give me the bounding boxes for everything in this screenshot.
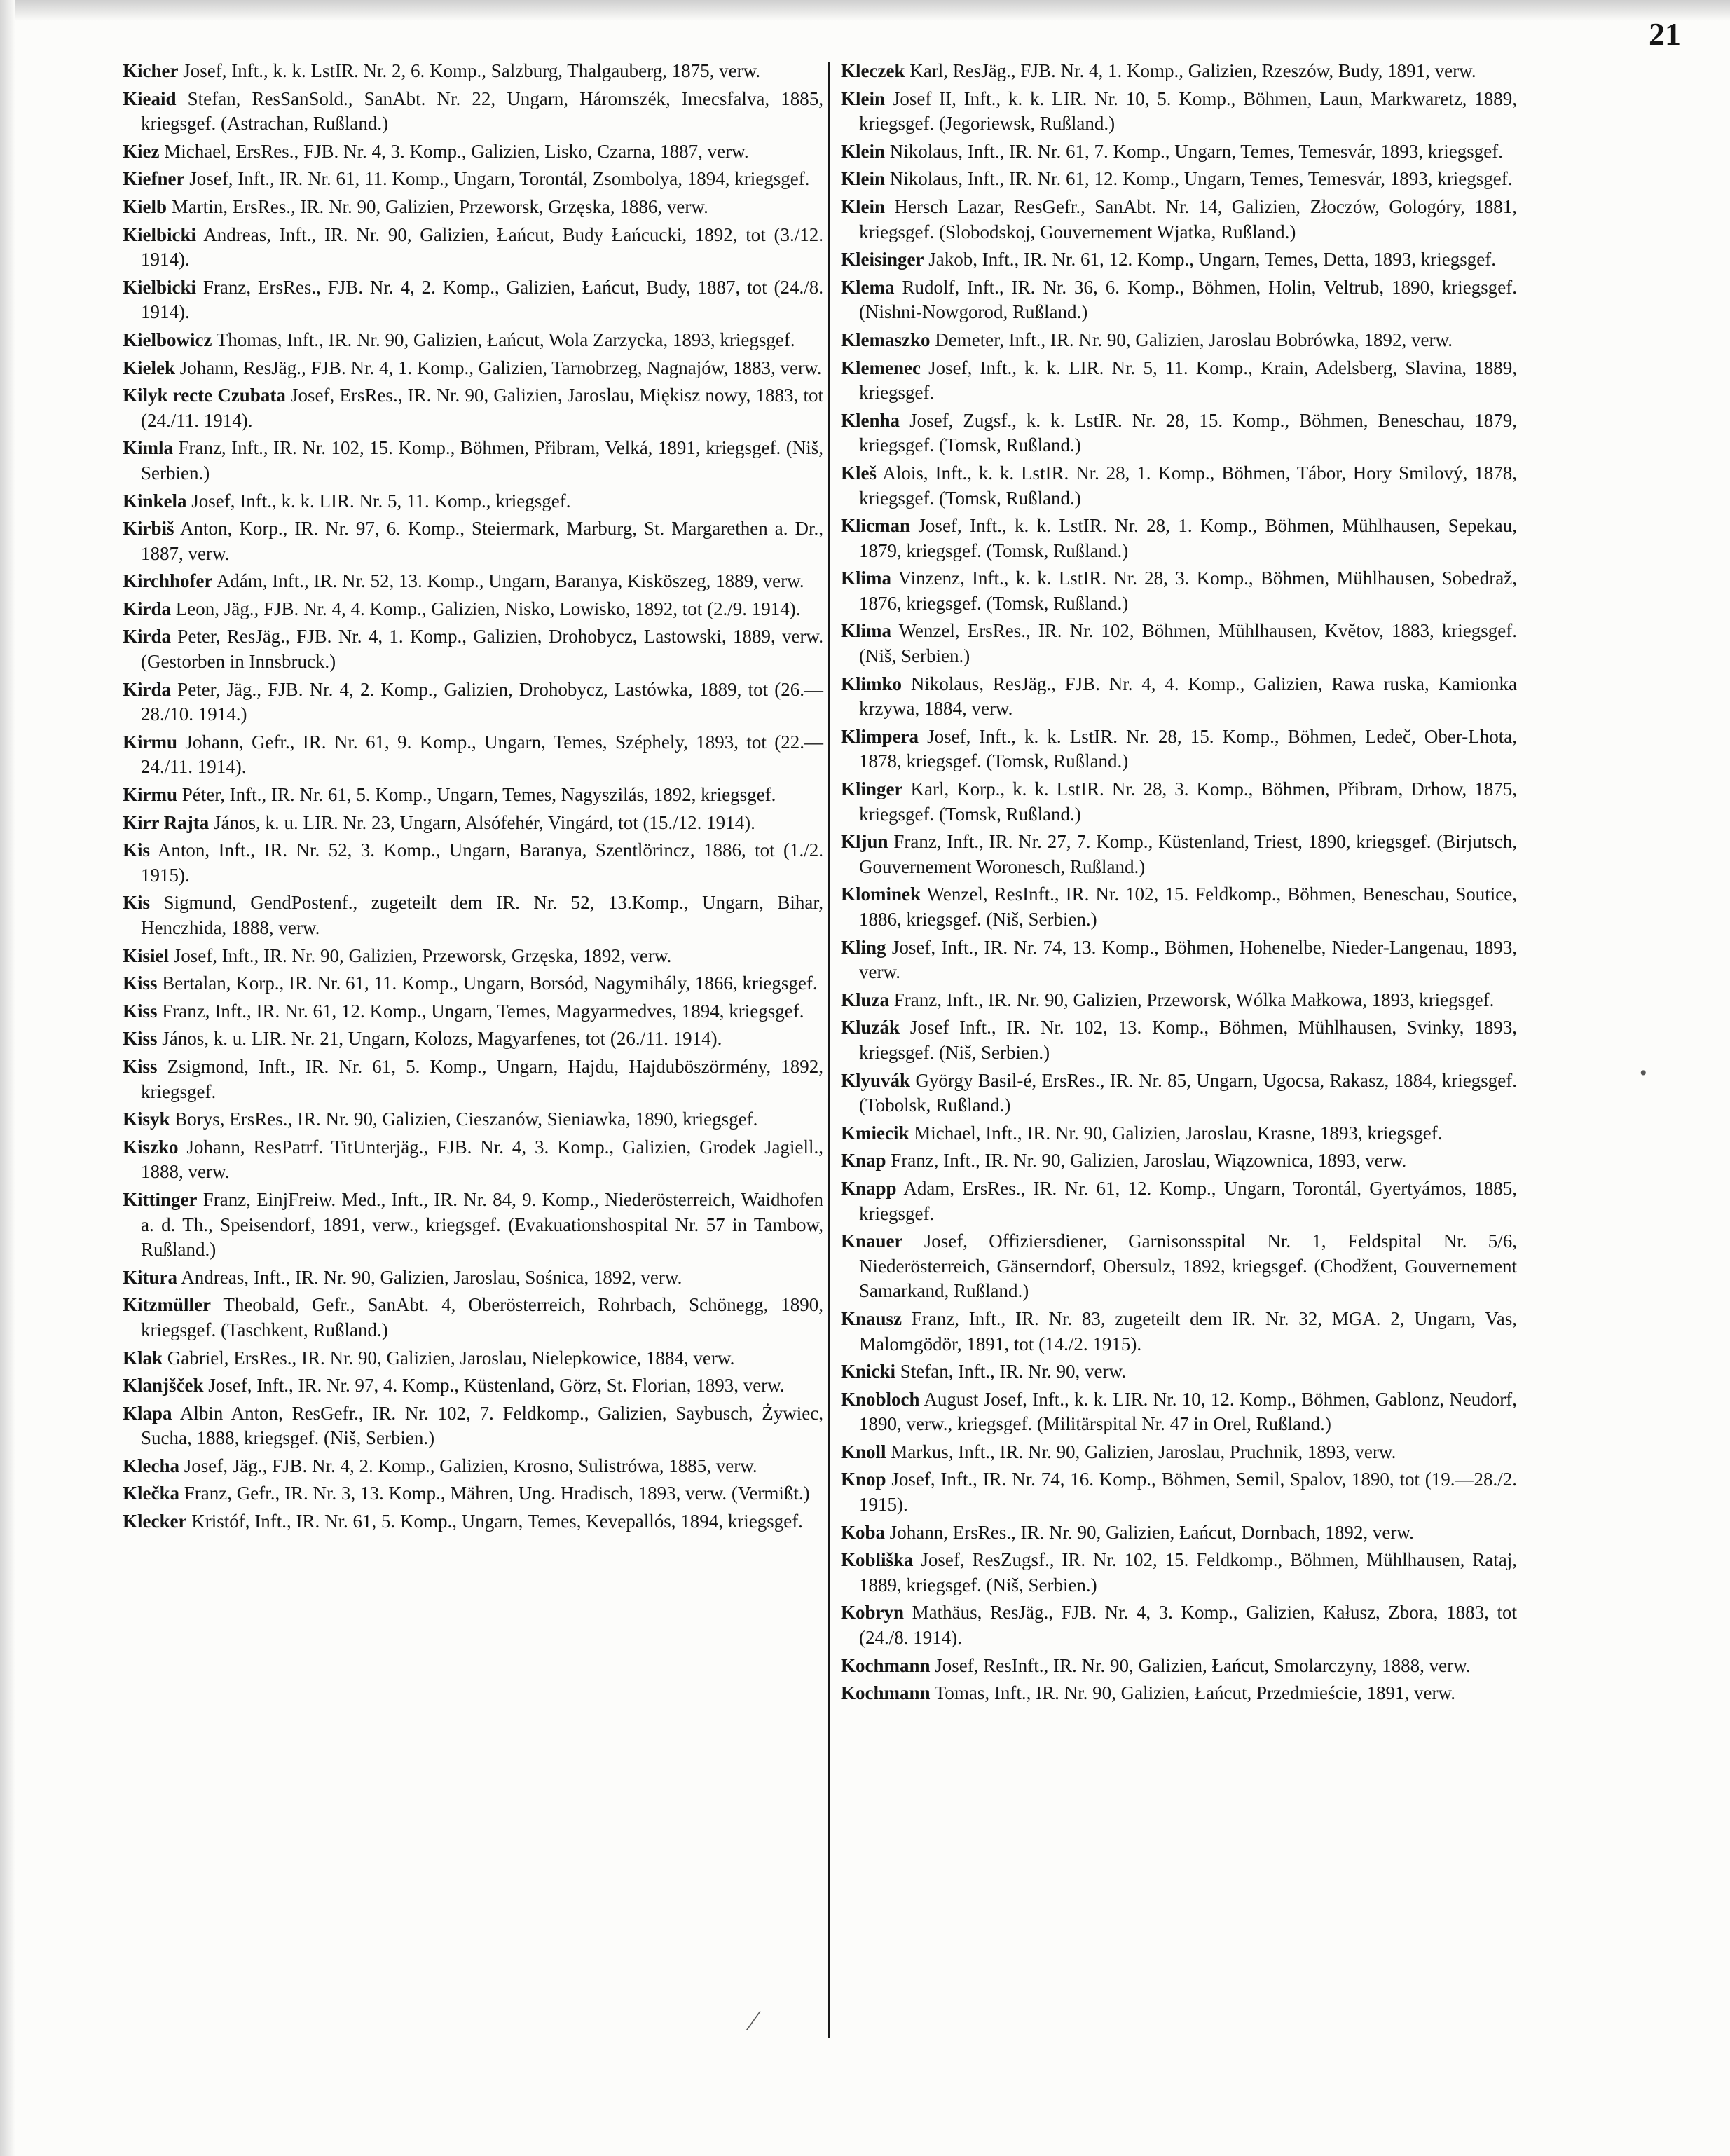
list-entry [841, 1148, 1517, 1174]
scan-speck: • [1640, 1062, 1647, 1085]
list-entry [841, 1307, 1517, 1357]
entry-surname: Kiss [123, 1055, 158, 1077]
entry-surname: Kirda [123, 678, 172, 700]
entry-details: Franz, Inft., IR. Nr. 90, Galizien, Przeworsk, Wólka Małkowa, 1893, kriegsgef. [889, 989, 1495, 1010]
entry-details: Nikolaus, ResJäg., FJB. Nr. 4, 4. Komp., Galizien, Rawa ruska, Kamionka krzywa, 1884, verw. [859, 673, 1517, 720]
entry-details: Tomas, Inft., IR. Nr. 90, Galizien, Łańcut, Przedmieście, 1891, verw. [930, 1682, 1455, 1704]
list-entry [841, 988, 1517, 1013]
entry-surname: Klein [841, 88, 886, 109]
entry-surname: Kieaid [123, 88, 177, 109]
entry-surname: Kleczek [841, 60, 905, 81]
entry-surname: Klima [841, 568, 891, 589]
list-entry [123, 569, 823, 594]
list-entry [841, 935, 1517, 985]
entry-details: Anton, Inft., IR. Nr. 52, 3. Komp., Ungarn, Baranya, Szentlörincz, 1886, tot (1./2. 1915). [141, 839, 823, 886]
list-entry [841, 830, 1517, 879]
list-entry [841, 882, 1517, 932]
entry-details: Franz, Inft., IR. Nr. 61, 12. Komp., Ungarn, Temes, Magyarmedves, 1894, kriegsgef. [157, 1000, 804, 1022]
entry-surname: Knicki [841, 1361, 896, 1382]
entry-details: August Josef, Inft., k. k. LIR. Nr. 10, 12. Komp., Böhmen, Gablonz, Neudorf, 1890, verw., kriegsgef. (Militärspital Nr. 47 in Orel, Rußland.) [859, 1388, 1517, 1435]
entry-surname: Klenha [841, 409, 900, 431]
list-entry [123, 1107, 823, 1132]
entry-details: Karl, Korp., k. k. LstIR. Nr. 28, 3. Komp., Böhmen, Přibram, Drhow, 1875, kriegsgef. (Tomsk, Rußland.) [859, 778, 1517, 825]
list-entry [841, 275, 1517, 325]
entry-surname: Knoll [841, 1441, 886, 1462]
entry-details: Josef, Inft., k. k. LstIR. Nr. 2, 6. Komp., Salzburg, Thalgauberg, 1875, verw. [178, 60, 761, 81]
entry-surname: Kljun [841, 831, 888, 853]
left-column [123, 59, 823, 1537]
scan-shadow-left [0, 0, 15, 2156]
entry-details: Josef, Jäg., FJB. Nr. 4, 2. Komp., Galizien, Krosno, Sulistrówa, 1885, verw. [179, 1455, 757, 1476]
right-column [841, 59, 1517, 1709]
entry-surname: Klemaszko [841, 329, 931, 350]
list-entry [841, 1654, 1517, 1679]
list-entry [123, 328, 823, 353]
entry-details: Franz, Gefr., IR. Nr. 3, 13. Komp., Mähren, Ung. Hradisch, 1893, verw. (Vermißt.) [179, 1483, 810, 1504]
page-number: 21 [1649, 16, 1681, 52]
list-entry [841, 87, 1517, 137]
entry-details: Franz, Inft., IR. Nr. 90, Galizien, Jaroslau, Wiązownica, 1893, verw. [886, 1150, 1407, 1172]
entry-details: Hersch Lazar, ResGefr., SanAbt. Nr. 14, Galizien, Złoczów, Gologóry, 1881, kriegsgef. (Slobodskoj, Gouvernement Wjatka, Rußland.) [859, 195, 1517, 242]
entry-surname: Kinkela [123, 490, 187, 511]
entry-details: Franz, Inft., IR. Nr. 27, 7. Komp., Küstenland, Triest, 1890, kriegsgef. (Birjutsch, Gouvernement Woronesch, Rußland.) [859, 831, 1517, 877]
list-entry [123, 891, 823, 940]
entry-surname: Kielek [123, 357, 175, 378]
entry-surname: Klima [841, 620, 891, 642]
entry-details: Alois, Inft., k. k. LstIR. Nr. 28, 1. Komp., Böhmen, Tábor, Hory Smilový, 1878, kriegsgef. (Tomsk, Rußland.) [859, 462, 1517, 509]
list-entry [123, 811, 823, 836]
list-entry [123, 383, 823, 433]
entry-details: Karl, ResJäg., FJB. Nr. 4, 1. Komp., Galizien, Rzeszów, Budy, 1891, verw. [905, 60, 1476, 81]
list-entry [841, 356, 1517, 406]
list-entry [841, 777, 1517, 827]
list-entry [841, 139, 1517, 165]
entry-details: Peter, Jäg., FJB. Nr. 4, 2. Komp., Galizien, Drohobycz, Lastówka, 1889, tot (26.—28./10. 1914.) [141, 678, 823, 725]
list-entry [123, 59, 823, 84]
list-entry [841, 1176, 1517, 1226]
entry-surname: Knop [841, 1469, 886, 1490]
entry-details: Josef, Inft., k. k. LstIR. Nr. 28, 15. Komp., Böhmen, Ledeč, Ober-Lhota, 1878, kriegsgef. (Tomsk, Rußland.) [859, 725, 1517, 772]
entry-surname: Kling [841, 936, 886, 958]
entry-surname: Kitzmüller [123, 1294, 211, 1316]
entry-surname: Kirr Rajta [123, 811, 210, 833]
entry-surname: Kiss [123, 973, 158, 994]
scan-shadow-top [0, 0, 1730, 21]
entry-surname: Knapp [841, 1177, 897, 1199]
entry-surname: Klak [123, 1347, 163, 1368]
list-entry [841, 725, 1517, 774]
entry-surname: Klicman [841, 515, 910, 537]
entry-surname: Klanjšček [123, 1375, 204, 1396]
entry-details: Adam, ErsRes., IR. Nr. 61, 12. Komp., Ungarn, Torontál, Gyertyámos, 1885, kriegsgef. [859, 1177, 1517, 1224]
entry-details: Josef Inft., IR. Nr. 102, 13. Komp., Böhmen, Mühlhausen, Svinky, 1893, kriegsgef. (Niš, Serbien.) [859, 1017, 1517, 1063]
entry-details: Josef, Inft., IR. Nr. 61, 11. Komp., Ungarn, Torontál, Zsombolya, 1894, kriegsgef. [184, 168, 810, 190]
entry-details: János, k. u. LIR. Nr. 21, Ungarn, Kolozs, Magyarfenes, tot (26./11. 1914). [157, 1028, 722, 1050]
entry-details: Michael, ErsRes., FJB. Nr. 4, 3. Komp., Galizien, Lisko, Czarna, 1887, verw. [159, 140, 749, 162]
list-entry [123, 223, 823, 273]
entry-surname: Kisyk [123, 1108, 170, 1130]
entry-details: Josef II, Inft., k. k. LIR. Nr. 10, 5. Komp., Böhmen, Laun, Markwaretz, 1889, kriegsgef. (Jegoriewsk, Rußland.) [859, 88, 1517, 135]
list-entry [841, 514, 1517, 563]
entry-details: Johann, ErsRes., IR. Nr. 90, Galizien, Łańcut, Dornbach, 1892, verw. [885, 1521, 1414, 1543]
entry-surname: Kirchhofer [123, 570, 213, 592]
entry-surname: Kis [123, 892, 151, 914]
list-entry [123, 999, 823, 1024]
entry-surname: Kluza [841, 989, 890, 1010]
entry-details: Josef, Inft., IR. Nr. 97, 4. Komp., Küstenland, Görz, St. Florian, 1893, verw. [203, 1375, 785, 1396]
entry-details: Kristóf, Inft., IR. Nr. 61, 5. Komp., Ungarn, Temes, Kevepallós, 1894, kriegsgef. [186, 1511, 803, 1532]
entry-details: Nikolaus, Inft., IR. Nr. 61, 12. Komp., Ungarn, Temes, Temesvár, 1893, kriegsgef. [885, 168, 1513, 190]
list-entry [123, 1346, 823, 1371]
list-entry [123, 597, 823, 622]
list-entry [841, 461, 1517, 511]
list-entry [123, 1055, 823, 1104]
entry-details: Rudolf, Inft., IR. Nr. 36, 6. Komp., Böhmen, Holin, Veltrub, 1890, kriegsgef. (Nishni-Nowgorod, Rußland.) [859, 276, 1517, 323]
column-divider [828, 62, 830, 2038]
entry-surname: Knausz [841, 1307, 902, 1329]
list-entry [123, 1188, 823, 1263]
list-entry [123, 783, 823, 808]
entry-details: György Basil-é, ErsRes., IR. Nr. 85, Ungarn, Ugocsa, Rakasz, 1884, kriegsgef. (Tobolsk, Rußland.) [859, 1069, 1517, 1116]
entry-surname: Kochmann [841, 1682, 931, 1704]
entry-details: Josef, ResZugsf., IR. Nr. 102, 15. Feldkomp., Böhmen, Mühlhausen, Rataj, 1889, kriegsgef. (Niš, Serbien.) [859, 1549, 1517, 1595]
entry-surname: Kobliška [841, 1549, 914, 1571]
entry-details: Josef, ResInft., IR. Nr. 90, Galizien, Łańcut, Smolarczyny, 1888, verw. [930, 1654, 1471, 1676]
entry-surname: Klominek [841, 884, 921, 905]
list-entry [123, 167, 823, 192]
entry-surname: Kisiel [123, 945, 169, 966]
entry-surname: Knauer [841, 1230, 903, 1252]
entry-surname: Knap [841, 1150, 886, 1172]
entry-surname: Kobryn [841, 1602, 905, 1623]
entry-surname: Kicher [123, 60, 179, 81]
entry-details: Josef, Inft., k. k. LIR. Nr. 5, 11. Komp., Krain, Adelsberg, Slavina, 1889, kriegsgef. [859, 357, 1517, 404]
entry-surname: Klein [841, 195, 886, 217]
entry-surname: Koba [841, 1521, 886, 1543]
entry-surname: Kiss [123, 1000, 158, 1022]
list-entry [123, 87, 823, 137]
list-entry [123, 195, 823, 220]
entry-surname: Kiez [123, 140, 160, 162]
list-entry [841, 1440, 1517, 1465]
list-entry [841, 1387, 1517, 1437]
entry-details: Franz, Inft., IR. Nr. 102, 15. Komp., Böhmen, Přibram, Velká, 1891, kriegsgef. (Niš, Serbien.) [141, 437, 823, 483]
entry-surname: Kilyk recte Czubata [123, 385, 286, 406]
entry-surname: Klyuvák [841, 1069, 911, 1091]
list-entry [841, 59, 1517, 84]
list-entry [123, 516, 823, 566]
entry-surname: Kirda [123, 598, 172, 619]
entry-surname: Klinger [841, 778, 903, 800]
entry-details: Jakob, Inft., IR. Nr. 61, 12. Komp., Ungarn, Temes, Detta, 1893, kriegsgef. [924, 249, 1496, 270]
entry-details: Andreas, Inft., IR. Nr. 90, Galizien, Jaroslau, Sośnica, 1892, verw. [177, 1266, 682, 1288]
entry-surname: Kleš [841, 462, 877, 483]
entry-details: Josef, ErsRes., IR. Nr. 90, Galizien, Jaroslau, Miękisz nowy, 1883, tot (24./11. 1914). [141, 385, 823, 431]
entry-details: Theobald, Gefr., SanAbt. 4, Oberösterreich, Rohrbach, Schönegg, 1890, kriegsgef. (Taschkent, Rußland.) [141, 1294, 823, 1340]
list-entry [123, 1135, 823, 1185]
list-entry [841, 1229, 1517, 1304]
entry-surname: Kleisinger [841, 249, 924, 270]
entry-details: Gabriel, ErsRes., IR. Nr. 90, Galizien, Jaroslau, Nielepkowice, 1884, verw. [163, 1347, 735, 1368]
entry-surname: Klemenec [841, 357, 921, 378]
entry-surname: Kirbiš [123, 518, 174, 540]
list-entry [123, 139, 823, 165]
entry-surname: Kirmu [123, 731, 177, 753]
entry-details: Josef, Zugsf., k. k. LstIR. Nr. 28, 15. Komp., Böhmen, Beneschau, 1879, kriegsgef. (Tomsk, Rußland.) [859, 409, 1517, 456]
entry-details: Wenzel, ErsRes., IR. Nr. 102, Böhmen, Mühlhausen, Květov, 1883, kriegsgef. (Niš, Serbien.) [859, 620, 1517, 667]
list-entry [841, 328, 1517, 353]
list-entry [841, 1548, 1517, 1598]
list-entry [841, 167, 1517, 192]
list-entry [123, 678, 823, 727]
entry-surname: Kiszko [123, 1136, 179, 1158]
entry-details: Nikolaus, Inft., IR. Nr. 61, 7. Komp., Ungarn, Temes, Temesvár, 1893, kriegsgef. [885, 140, 1504, 162]
entry-details: Anton, Korp., IR. Nr. 97, 6. Komp., Steiermark, Marburg, St. Margarethen a. Dr., 1887, verw. [141, 518, 823, 564]
entry-surname: Kiss [123, 1028, 158, 1050]
entry-surname: Klapa [123, 1402, 172, 1424]
list-entry [841, 1121, 1517, 1146]
entry-surname: Klein [841, 140, 886, 162]
entry-details: Franz, ErsRes., FJB. Nr. 4, 2. Komp., Galizien, Łańcut, Budy, 1887, tot (24./8. 1914). [141, 276, 823, 323]
entry-surname: Klecker [123, 1511, 187, 1532]
list-entry [123, 1026, 823, 1052]
entry-details: Stefan, Inft., IR. Nr. 90, verw. [895, 1361, 1126, 1382]
entry-details: Adám, Inft., IR. Nr. 52, 13. Komp., Ungarn, Baranya, Kisköszeg, 1889, verw. [212, 570, 804, 592]
entry-surname: Knobloch [841, 1388, 920, 1410]
entry-surname: Klein [841, 168, 886, 190]
entry-details: Mathäus, ResJäg., FJB. Nr. 4, 3. Komp., Galizien, Kałusz, Zbora, 1883, tot (24./8. 1914). [859, 1602, 1517, 1649]
entry-details: Borys, ErsRes., IR. Nr. 90, Galizien, Cieszanów, Sieniawka, 1890, kriegsgef. [170, 1108, 758, 1130]
scan-mark: ∕ [751, 2005, 756, 2036]
entry-surname: Kochmann [841, 1654, 931, 1676]
list-entry [841, 1681, 1517, 1706]
list-entry [841, 672, 1517, 722]
list-entry [123, 944, 823, 969]
list-entry [841, 619, 1517, 668]
entry-details: János, k. u. LIR. Nr. 23, Ungarn, Alsófehér, Vingárd, tot (15./12. 1914). [209, 811, 755, 833]
list-entry [123, 624, 823, 674]
list-entry [123, 1481, 823, 1506]
entry-surname: Kiefner [123, 168, 185, 190]
list-entry [841, 247, 1517, 273]
list-entry [841, 1520, 1517, 1546]
entry-details: Thomas, Inft., IR. Nr. 90, Galizien, Łańcut, Wola Zarzycka, 1893, kriegsgef. [212, 329, 795, 350]
entry-details: Vinzenz, Inft., k. k. LstIR. Nr. 28, 3. Komp., Böhmen, Mühlhausen, Sobedraž, 1876, kriegsgef. (Tomsk, Rußland.) [859, 568, 1517, 614]
entry-surname: Kielbicki [123, 224, 197, 245]
list-entry [841, 1069, 1517, 1118]
entry-details: Zsigmond, Inft., IR. Nr. 61, 5. Komp., Ungarn, Hajdu, Hajduböszörmény, 1892, kriegsgef. [141, 1055, 823, 1102]
entry-details: Josef, Inft., IR. Nr. 74, 13. Komp., Böhmen, Hohenelbe, Nieder-Langenau, 1893, verw. [859, 936, 1517, 983]
list-entry [123, 489, 823, 514]
entry-details: Péter, Inft., IR. Nr. 61, 5. Komp., Ungarn, Temes, Nagyszilás, 1892, kriegsgef. [177, 784, 776, 806]
list-entry [123, 1293, 823, 1343]
list-entry [123, 1265, 823, 1291]
entry-details: Wenzel, ResInft., IR. Nr. 102, 15. Feldkomp., Böhmen, Beneschau, Soutice, 1886, kriegsgef. (Niš, Serbien.) [859, 884, 1517, 930]
list-entry [123, 356, 823, 381]
entry-details: Albin Anton, ResGefr., IR. Nr. 102, 7. Feldkomp., Galizien, Saybusch, Żywiec, Sucha, 1888, kriegsgef. (Niš, Serbien.) [141, 1402, 823, 1449]
list-entry [841, 1600, 1517, 1650]
entry-details: Peter, ResJäg., FJB. Nr. 4, 1. Komp., Galizien, Drohobycz, Lastowski, 1889, verw. (Gestorben in Innsbruck.) [141, 626, 823, 673]
entry-surname: Kis [123, 839, 151, 861]
entry-surname: Kmiecik [841, 1122, 909, 1144]
list-entry [123, 1454, 823, 1479]
entry-details: Michael, Inft., IR. Nr. 90, Galizien, Jaroslau, Krasne, 1893, kriegsgef. [909, 1122, 1443, 1144]
entry-details: Leon, Jäg., FJB. Nr. 4, 4. Komp., Galizien, Nisko, Lowisko, 1892, tot (2./9. 1914). [171, 598, 801, 619]
list-entry [841, 566, 1517, 616]
entry-details: Johann, ResPatrf. TitUnterjäg., FJB. Nr. 4, 3. Komp., Galizien, Grodek Jagiell., 1888, verw. [141, 1136, 823, 1183]
entry-surname: Kirda [123, 626, 172, 647]
list-entry [123, 730, 823, 780]
entry-details: Markus, Inft., IR. Nr. 90, Galizien, Jaroslau, Pruchnik, 1893, verw. [886, 1441, 1396, 1462]
entry-details: Josef, Inft., IR. Nr. 90, Galizien, Przeworsk, Grzęska, 1892, verw. [169, 945, 672, 966]
entry-details: Franz, EinjFreiw. Med., Inft., IR. Nr. 84, 9. Komp., Niederösterreich, Waidhofen a. d. Th., Speisendorf, 1891, verw., kriegsgef. (Evakuationshospital Nr. 57 in Tambow, Rußland.) [141, 1188, 823, 1261]
list-entry [841, 195, 1517, 245]
entry-details: Josef, Inft., k. k. LstIR. Nr. 28, 1. Komp., Böhmen, Mühlhausen, Sepekau, 1879, kriegsgef. (Tomsk, Rußland.) [859, 515, 1517, 561]
entry-surname: Klimpera [841, 725, 919, 747]
entry-surname: Klema [841, 276, 895, 298]
list-entry [841, 1359, 1517, 1385]
entry-surname: Kittinger [123, 1188, 198, 1210]
entry-details: Franz, Inft., IR. Nr. 83, zugeteilt dem IR. Nr. 32, MGA. 2, Ungarn, Vas, Malomgödör, 1891, tot (14./2. 1915). [859, 1307, 1517, 1354]
entry-details: Stefan, ResSanSold., SanAbt. Nr. 22, Ungarn, Háromszék, Imecsfalva, 1885, kriegsgef. (Astrachan, Rußland.) [141, 88, 823, 135]
entry-details: Martin, ErsRes., IR. Nr. 90, Galizien, Przeworsk, Grzęska, 1886, verw. [167, 195, 708, 217]
entry-surname: Kluzák [841, 1017, 900, 1038]
entry-surname: Kitura [123, 1266, 177, 1288]
entry-details: Josef, Inft., IR. Nr. 74, 16. Komp., Böhmen, Semil, Spalov, 1890, tot (19.—28./2. 1915). [859, 1469, 1517, 1516]
entry-surname: Klečka [123, 1483, 179, 1504]
entry-details: Josef, Inft., k. k. LIR. Nr. 5, 11. Komp., kriegsgef. [186, 490, 571, 511]
list-entry [841, 1467, 1517, 1517]
list-entry [123, 275, 823, 325]
entry-surname: Kimla [123, 437, 173, 459]
entry-surname: Kielb [123, 195, 167, 217]
entry-surname: Klecha [123, 1455, 179, 1476]
list-entry [123, 838, 823, 888]
list-entry [123, 1373, 823, 1399]
entry-details: Bertalan, Korp., IR. Nr. 61, 11. Komp., Ungarn, Borsód, Nagymihály, 1866, kriegsgef. [157, 973, 818, 994]
list-entry [123, 1401, 823, 1451]
entry-details: Johann, Gefr., IR. Nr. 61, 9. Komp., Ungarn, Temes, Széphely, 1893, tot (22.—24./11. 1914). [141, 731, 823, 778]
list-entry [841, 408, 1517, 458]
entry-surname: Klimko [841, 673, 902, 694]
entry-details: Sigmund, GendPostenf., zugeteilt dem IR. Nr. 52, 13.Komp., Ungarn, Bihar, Henczhida, 1888, verw. [141, 892, 823, 938]
entry-surname: Kirmu [123, 784, 177, 806]
entry-details: Andreas, Inft., IR. Nr. 90, Galizien, Łańcut, Budy Łańcucki, 1892, tot (3./12. 1914). [141, 224, 823, 270]
entry-details: Josef, Offiziersdiener, Garnisonsspital Nr. 1, Feldspital Nr. 5/6, Niederösterreich, Gänserndorf, Obersulz, 1892, kriegsgef. (Chodžent, Gouvernement Samarkand, Rußland.) [859, 1230, 1517, 1302]
entry-details: Demeter, Inft., IR. Nr. 90, Galizien, Jaroslau Bobrówka, 1892, verw. [930, 329, 1453, 350]
list-entry [123, 971, 823, 996]
list-entry [123, 436, 823, 486]
entry-details: Johann, ResJäg., FJB. Nr. 4, 1. Komp., Galizien, Tarnobrzeg, Nagnajów, 1883, verw. [175, 357, 822, 378]
list-entry [123, 1509, 823, 1534]
entry-surname: Kielbowicz [123, 329, 212, 350]
entry-surname: Kielbicki [123, 276, 197, 298]
list-entry [841, 1015, 1517, 1065]
